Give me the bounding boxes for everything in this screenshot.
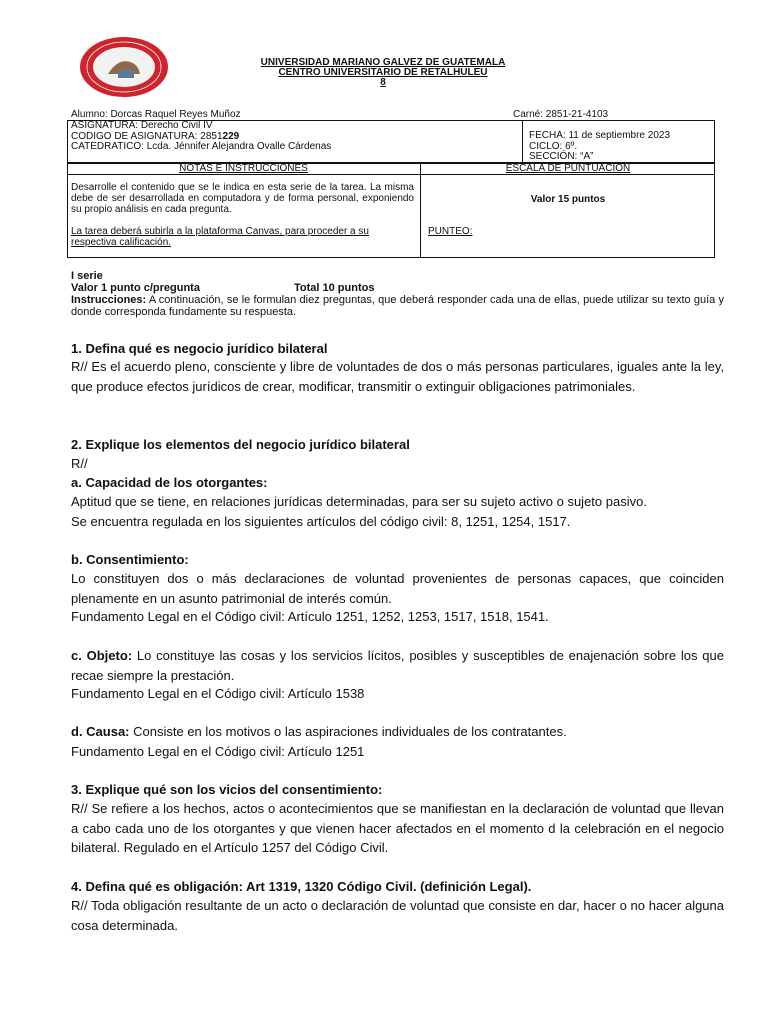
student-name: Alumno: Dorcas Raquel Reyes Muñoz <box>71 109 241 120</box>
scale-punteo: PUNTEO: <box>428 226 473 237</box>
q3-answer: R// Se refiere a los hechos, actos o acontecimientos que se manifiestan en la declaración de voluntad que llevan a cabo cada uno de los otorgantes y que vienen hacer afectados en el momento d la celebración en el negocio bilateral. Regulado en el Artículo 1257 del Código Civil. <box>71 801 724 855</box>
university-seal-logo <box>78 36 170 98</box>
university-name: UNIVERSIDAD MARIANO GALVEZ DE GUATEMALA <box>260 57 506 68</box>
serie-title: I serie <box>71 270 103 282</box>
course-catedratico: CATEDRATICO: Lcda. Jénnifer Alejandra Ovalle Cárdenas <box>71 141 332 152</box>
divider <box>67 174 715 175</box>
q4-title: 4. Defina qué es obligación: Art 1319, 1320 Código Civil. (definición Legal). <box>71 879 532 894</box>
scale-title: ESCALA DE PUNTUACIÓN <box>505 163 631 174</box>
q2-b-legal: Fundamento Legal en el Código civil: Artículo 1251, 1252, 1253, 1517, 1518, 1541. <box>71 609 549 624</box>
q1-title: 1. Defina qué es negocio jurídico bilateral <box>71 341 328 356</box>
q2-a-title: a. Capacidad de los otorgantes: <box>71 475 268 490</box>
serie-instructions: Instrucciones: A continuación, se le formulan diez preguntas, que deberá responder cada una de ellas, puede utilizar su texto guía y donde corresponda fundamente su respuesta. <box>71 294 724 318</box>
course-fecha: FECHA: 11 de septiembre 2023 <box>529 130 671 141</box>
divider <box>420 163 421 258</box>
notes-text: Desarrolle el contenido que se le indica en esta serie de la tarea. La misma debe de ser desarrollada en computadora y de forma personal, exponiendo su propio análisis en cada pregunta. <box>71 182 414 215</box>
course-ciclo: CICLO: 6º. <box>529 141 578 152</box>
q3-title: 3. Explique qué son los vicios del consentimiento: <box>71 782 383 797</box>
serie-valor: Valor 1 punto c/pregunta <box>71 282 200 294</box>
notes-title: NOTAS E INSTRUCCIONES <box>179 163 308 174</box>
q2-title: 2. Explique los elementos del negocio jurídico bilateral <box>71 437 410 452</box>
student-carne: Carné: 2851-21-4103 <box>513 109 609 120</box>
scale-value: Valor 15 puntos <box>530 194 606 205</box>
q2-d-legal: Fundamento Legal en el Código civil: Artículo 1251 <box>71 744 365 759</box>
course-asignatura: ASIGNATURA: Derecho Civil IV <box>71 120 213 131</box>
course-codigo: CODIGO DE ASIGNATURA: 2851229 <box>71 131 240 142</box>
notes-canvas: La tarea deberá subirla a la plataforma Canvas, para proceder a su respectiva calificación. <box>71 226 369 248</box>
q4-answer: R// Toda obligación resultante de un acto o declaración de voluntad que consiste en dar, hacer o no hacer alguna cosa determinada. <box>71 898 724 933</box>
q1-answer: R// Es el acuerdo pleno, consciente y libre de voluntades de dos o más personas particulares, iguales ante la ley, que produce efectos jurídicos de crear, modificar, transmitir o extinguir obligaciones patrimoniales. <box>71 359 724 394</box>
header-number: 8 <box>380 77 386 88</box>
q2-c-text: c. Objeto: Lo constituye las cosas y los servicios lícitos, posibles y susceptibles de enajenación sobre los que recae siempre la prestación. <box>71 648 724 683</box>
q2-r: R// <box>71 456 88 471</box>
q2-d-text: d. Causa: Consiste en los motivos o las aspiraciones individuales de los contratantes. <box>71 724 567 739</box>
q2-a-line2: Se encuentra regulada en los siguientes artículos del código civil: 8, 1251, 1254, 1517. <box>71 514 571 529</box>
course-seccion: SECCIÓN: “A” <box>529 151 594 162</box>
divider <box>522 120 523 163</box>
q2-b-text: Lo constituyen dos o más declaraciones de voluntad provenientes de personas capaces, que coinciden plenamente en un asunto patrimonial de interés común. <box>71 571 724 606</box>
center-name: CENTRO UNIVERSITARIO DE RETALHULEU <box>278 67 488 78</box>
q2-b-title: b. Consentimiento: <box>71 552 189 567</box>
serie-total: Total 10 puntos <box>294 282 375 294</box>
q2-c-legal: Fundamento Legal en el Código civil: Artículo 1538 <box>71 686 365 701</box>
q2-a-line1: Aptitud que se tiene, en relaciones jurídicas determinadas, para ser su sujeto activo o sujeto pasivo. <box>71 494 647 509</box>
